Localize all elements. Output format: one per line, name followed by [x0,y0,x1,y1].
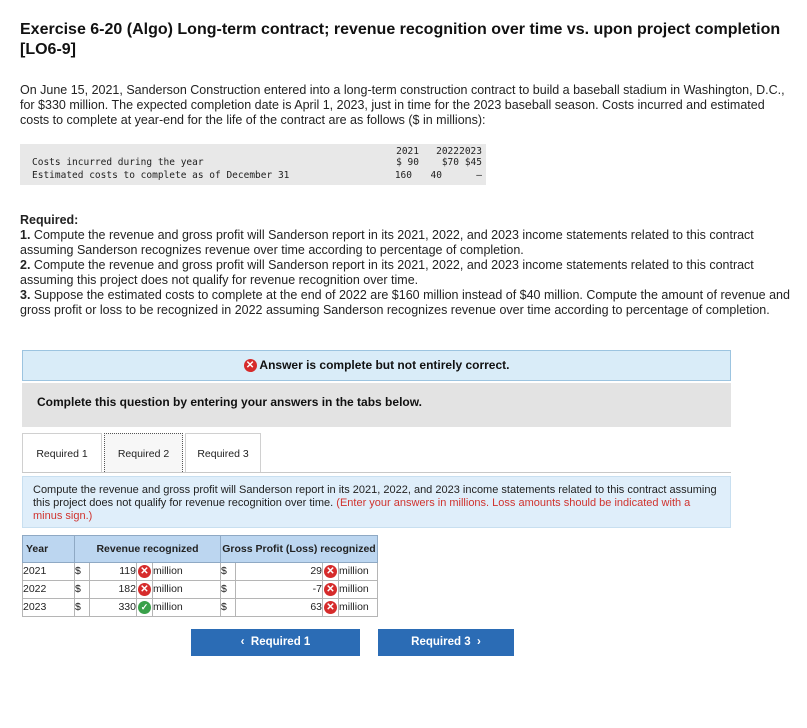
currency-symbol: $ [221,599,236,617]
row-year: 2021 [23,563,75,581]
instruction-box [22,476,731,528]
header-revenue: Revenue recognized [75,536,221,563]
row-year: 2022 [23,581,75,599]
correct-icon: ✓ [137,599,153,617]
cost-value: – [476,170,482,181]
cost-row [20,157,486,170]
revenue-input[interactable]: 182 [90,581,137,599]
tab-required-3[interactable]: Required 3 [185,433,261,472]
year-header: 2023 [459,146,482,157]
year-header: 2021 [396,146,419,157]
incorrect-icon: ✕ [323,581,339,599]
header-gross-profit: Gross Profit (Loss) recognized [221,536,378,563]
tab-required-1[interactable]: Required 1 [22,433,102,472]
gross-profit-input[interactable]: -7 [236,581,323,599]
incorrect-icon: ✕ [137,581,153,599]
answer-table-header [23,536,378,563]
cost-value: $70 [441,157,459,168]
revenue-input[interactable]: 119 [90,563,137,581]
required-item: 3. Suppose the estimated costs to complete at the end of 2022 are $160 million instead of $40 million. Compute the amount of revenue and gross profit or loss to be recognized in 2022 assuming Sanderson recognizes revenue over time according to percentage of completion. [20,288,790,317]
chevron-left-icon: ‹ [240,636,245,648]
cost-value: 40 [430,170,442,181]
cost-row [20,170,486,183]
required-item: 2. Compute the revenue and gross profit will Sanderson report in its 2021, 2022, and 2023 income statements related to this contract assuming this project does not qualify for revenue recognition over time. [20,258,754,287]
cost-row-label: Costs incurred during the year [32,157,204,168]
required-section [20,213,800,318]
gross-profit-input[interactable]: 63 [236,599,323,617]
instruction-note: (Enter your answers in millions. Loss amounts should be indicated with a minus sign.) [33,497,691,522]
prev-button-label: Required 1 [250,636,311,648]
complete-question-box [22,383,731,427]
unit-label: million [339,563,378,581]
year-header: 2022 [436,146,459,157]
chevron-right-icon: › [476,636,481,648]
unit-label: million [339,581,378,599]
error-icon: ✕ [244,359,257,372]
cost-value: $45 [464,157,482,168]
banner-text: Answer is complete but not entirely correct. [259,358,510,372]
unit-label: million [153,563,221,581]
answer-table [22,535,378,617]
currency-symbol: $ [221,581,236,599]
table-row [23,563,378,581]
instruction-text: Compute the revenue and gross profit will Sanderson report in its 2021, 2022, and 2023 income statements related to this contract assuming this project does not qualify for revenue recognition over time. [33,484,717,509]
tab-required-2[interactable]: Required 2 [104,433,183,472]
cost-value: 160 [394,170,412,181]
unit-label: million [153,581,221,599]
prev-button[interactable] [191,629,360,656]
complete-text: Complete this question by entering your answers in the tabs below. [37,395,422,409]
revenue-input[interactable]: 330 [90,599,137,617]
table-row [23,599,378,617]
next-button[interactable] [378,629,514,656]
gross-profit-input[interactable]: 29 [236,563,323,581]
currency-symbol: $ [75,581,90,599]
currency-symbol: $ [221,563,236,581]
answer-status-banner [22,350,731,381]
cost-table [20,144,486,185]
unit-label: million [339,599,378,617]
required-item: 1. Compute the revenue and gross profit will Sanderson report in its 2021, 2022, and 2023 income statements related to this contract assuming Sanderson recognizes revenue over time according to percentage of completion. [20,228,754,257]
row-year: 2023 [23,599,75,617]
incorrect-icon: ✕ [137,563,153,581]
required-heading: Required: [20,213,79,227]
incorrect-icon: ✕ [323,599,339,617]
incorrect-icon: ✕ [323,563,339,581]
tab-divider [22,472,731,473]
unit-label: million [153,599,221,617]
currency-symbol: $ [75,563,90,581]
exercise-title: Exercise 6-20 (Algo) Long-term contract; revenue recognition over time vs. upon project completion [LO6-9] [20,21,781,58]
header-year: Year [23,536,75,563]
currency-symbol: $ [75,599,90,617]
next-button-label: Required 3 [411,636,471,648]
cost-value: $ 90 [396,157,419,168]
cost-row-label: Estimated costs to complete as of December 31 [32,170,290,181]
intro-text: On June 15, 2021, Sanderson Construction entered into a long-term construction contract to build a baseball stadium in Washington, D.C., for $330 million. The expected completion date is April 1, 2023, just in time for the 2023 baseball season. Costs incurred and estimated costs to complete at year-end for the life of the contract are as follows ($ in millions): [20,83,785,127]
table-row [23,581,378,599]
